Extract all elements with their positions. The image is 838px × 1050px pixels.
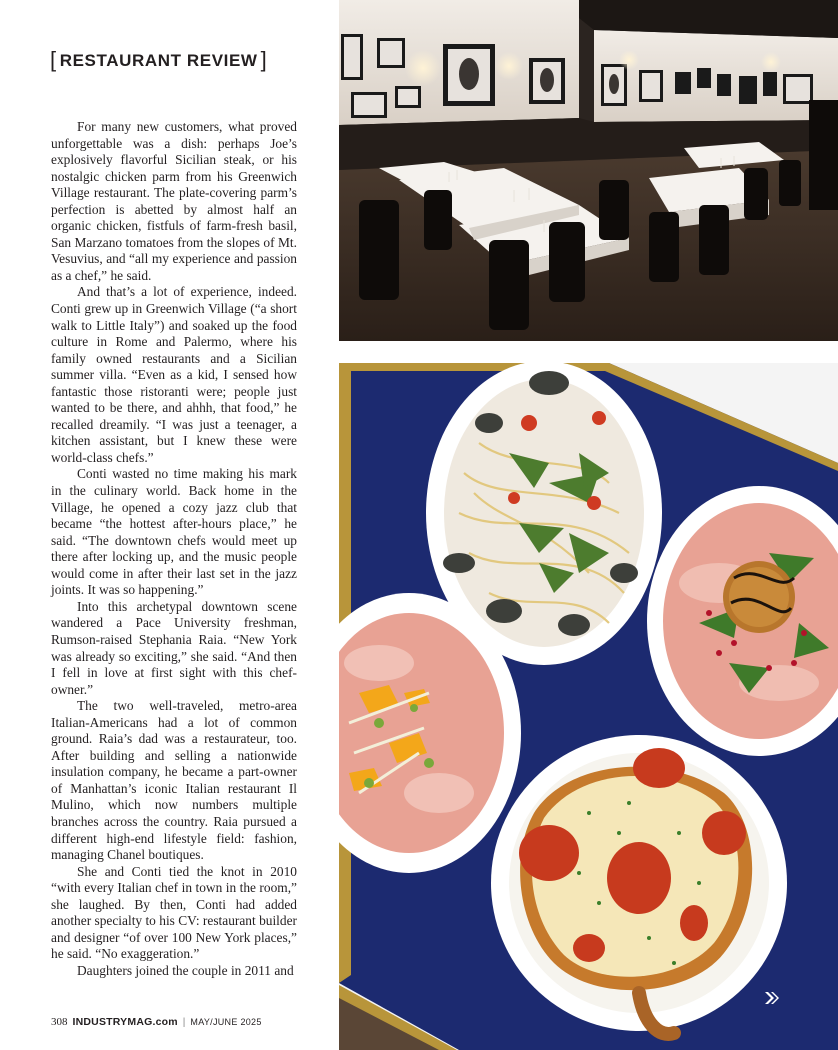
close-bracket: ]: [260, 47, 268, 72]
footer-separator: |: [182, 1017, 186, 1028]
section-label: [50, 47, 268, 72]
food-illustration: [339, 363, 838, 1050]
open-bracket: [: [50, 47, 57, 72]
issue-date: MAY/JUNE 2025: [190, 1017, 262, 1027]
article-paragraph: She and Conti tied the knot in 2010 “with every Italian chef in town in the room,” she laughed. By then, Conti had added another specialty to his CV: restaurant builder and designer “of over 100 New York places,” he said. “No exaggeration.”: [51, 863, 297, 962]
article-body: [51, 119, 297, 979]
article-paragraph: For many new customers, what proved unforgettable was a dish: perhaps Joe’s explosively flavorful Sicilian steak, or his nostalgic chicken parm from his Greenwich Village restaurant. The plate-covering parm’s perfection is abetted by almost half an organic chicken, fistfuls of farm-fresh basil, San Marzano tomatoes from the slopes of Mt. Vesuvius, and “all my experience and passion as a chef,” he said.: [51, 119, 297, 283]
dining-room-illustration: [339, 0, 838, 341]
page-number: 308: [51, 1016, 68, 1028]
page-footer: [51, 1016, 262, 1028]
article-paragraph: Conti wasted no time making his mark in the culinary world. Back home in the Village, he opened a cozy jazz club that became “the hottest after-hours place,” he said. “The downtown chefs would meet up there after locking up, and the music people would come in after their last set in the jazz joints. It was so happening.”: [51, 466, 297, 598]
italian-dishes-photo: [339, 363, 838, 1050]
double-chevron-right-icon: [763, 990, 779, 1006]
article-paragraph: The two well-traveled, metro-area Italian-Americans had a lot of common ground. Raia’s dad was a restaurateur, too. After building and selling a nationwide insulation company, he became a part-owner of Manhattan’s iconic Italian restaurant Il Mulino, which now numbers multiple branches across the country. Raia pursued a different high-end lifestyle field: fashion, managing Chanel boutiques.: [51, 698, 297, 863]
article-paragraph: Daughters joined the couple in 2011 and: [77, 962, 294, 978]
section-label-text: RESTAURANT REVIEW: [59, 51, 258, 70]
site-name: INDUSTRYMAG.com: [72, 1016, 178, 1028]
article-paragraph: Into this archetypal downtown scene wandered a Pace University freshman, Rumson-raised Stephania Raia. “New York was already so exciting,” she said. “And then I fell in love at first sight with this chef-owner.”: [51, 598, 297, 697]
restaurant-dining-room-photo: [339, 0, 838, 341]
article-paragraph: And that’s a lot of experience, indeed. Conti grew up in Greenwich Village (“a short walk to Little Italy”) and soaked up the food culture in Rome and Palermo, where his family owned restaurants and a Sicilian summer villa. “Even as a kid, I sensed how fantastic those ristoranti were; people just wanted to be there, and ahhh, that food,” he recalled dreamily. “I was just a teenager, a kitchen assistant, but I knew these were world-class chefs.”: [51, 284, 297, 465]
